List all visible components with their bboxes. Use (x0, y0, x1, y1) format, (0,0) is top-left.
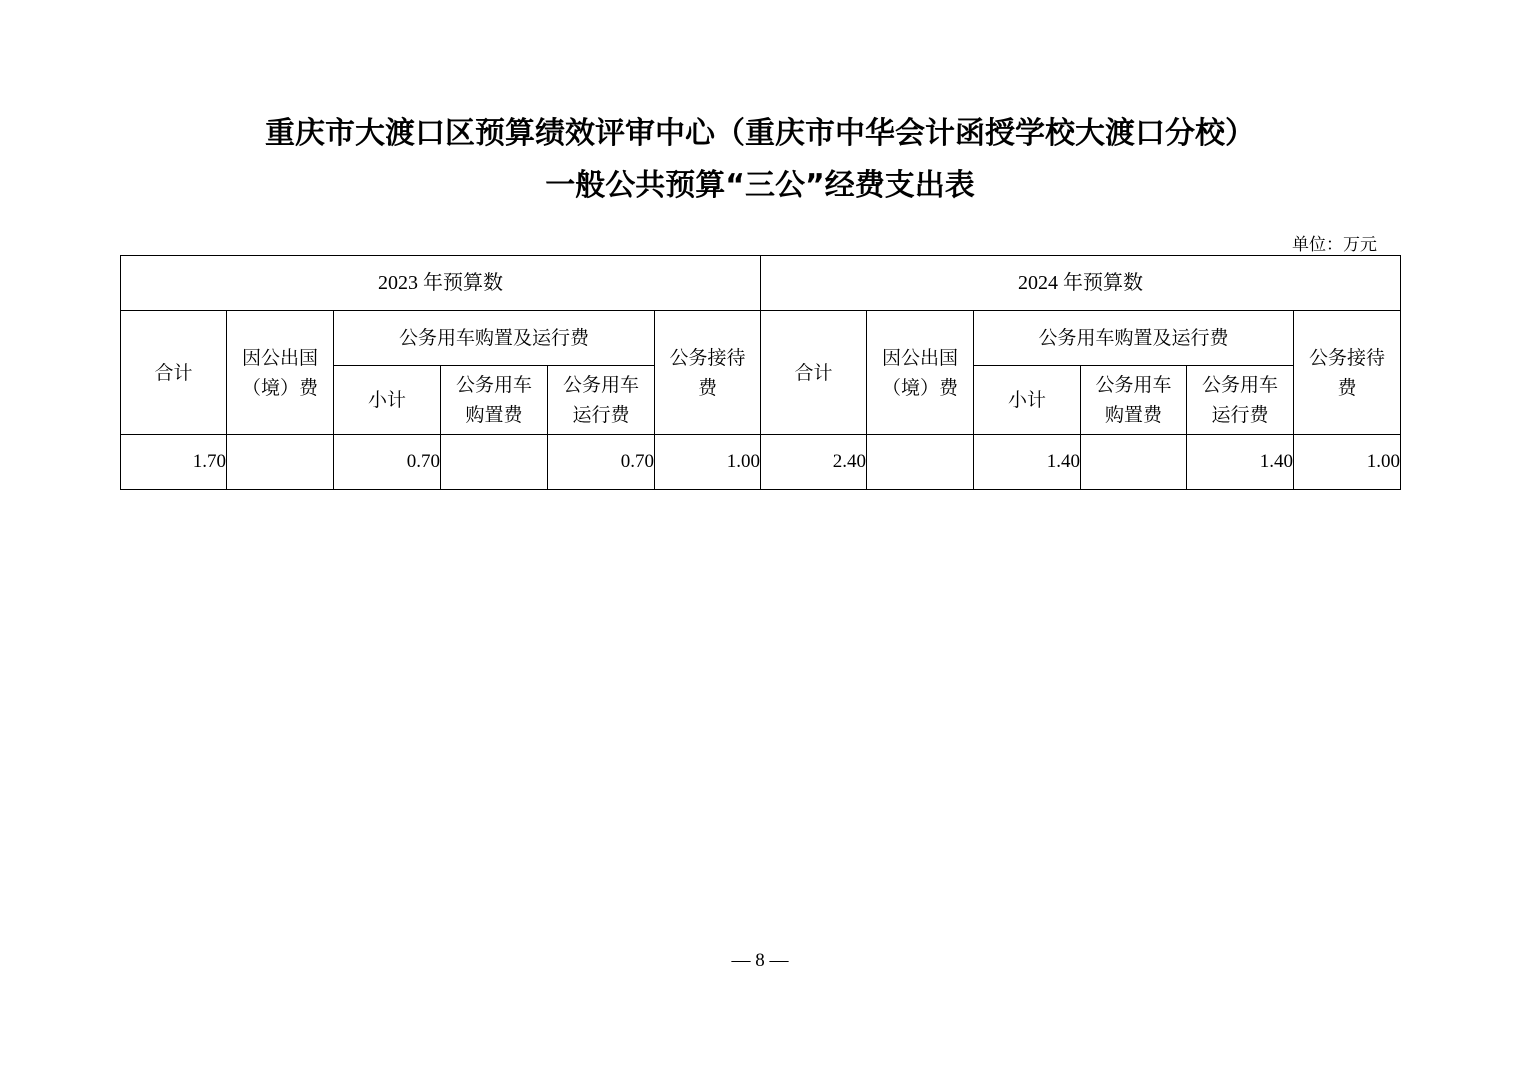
header-abroad-line1: 因公出国 (881, 346, 958, 369)
cell-vehicle-operation-2024: 1.40 (1187, 435, 1294, 490)
cell-total-2023: 1.70 (121, 435, 227, 490)
header-vehicle-operation-2024 (1187, 366, 1294, 435)
header-vehicle-operation-2023 (548, 366, 655, 435)
three-public-expenses-table (120, 255, 1401, 490)
year-2023-header: 2023 年预算数 (121, 256, 761, 311)
cell-reception-2024: 1.00 (1294, 435, 1401, 490)
header-abroad-2023 (227, 311, 334, 435)
header-vehicle-purchase-2023 (441, 366, 548, 435)
header-vehicle-purchase-2024 (1081, 366, 1187, 435)
cell-abroad-2023 (227, 435, 334, 490)
header-reception-2023 (655, 311, 761, 435)
cell-reception-2023: 1.00 (655, 435, 761, 490)
header-vehicle-purchase-line2: 购置费 (465, 404, 523, 426)
column-header-row (121, 311, 1401, 366)
header-vehicle-purchase-line2: 购置费 (1104, 404, 1162, 426)
header-vehicle-operation-line2: 运行费 (1211, 404, 1269, 426)
document-title: 重庆市大渡口区预算绩效评审中心（重庆市中华会计函授学校大渡口分校） (265, 116, 1255, 151)
page-number: — 8 — (731, 950, 789, 971)
header-vehicle-group-2023: 公务用车购置及运行费 (334, 311, 655, 366)
header-subtotal-2023: 小计 (334, 366, 441, 435)
header-abroad-line2: （境）费 (881, 376, 958, 399)
header-subtotal-2024: 小计 (974, 366, 1081, 435)
header-vehicle-operation-line1: 公务用车 (1201, 374, 1278, 396)
header-vehicle-purchase-line1: 公务用车 (455, 374, 532, 396)
header-reception-line1: 公务接待 (1308, 346, 1385, 369)
header-vehicle-group-2024: 公务用车购置及运行费 (974, 311, 1294, 366)
header-vehicle-operation-line2: 运行费 (572, 404, 630, 426)
header-vehicle-operation-line1: 公务用车 (562, 374, 639, 396)
cell-subtotal-2023: 0.70 (334, 435, 441, 490)
header-total-2023: 合计 (121, 311, 227, 435)
cell-vehicle-operation-2023: 0.70 (548, 435, 655, 490)
year-header-row (121, 256, 1401, 311)
header-vehicle-purchase-line1: 公务用车 (1095, 374, 1172, 396)
year-2024-header: 2024 年预算数 (761, 256, 1401, 311)
document-subtitle: 一般公共预算“三公”经费支出表 (545, 168, 975, 203)
unit-label: 单位：万元 (1292, 235, 1377, 255)
cell-vehicle-purchase-2024 (1081, 435, 1187, 490)
header-total-2024: 合计 (761, 311, 867, 435)
header-reception-2024 (1294, 311, 1401, 435)
header-reception-line2: 费 (1337, 376, 1357, 399)
header-abroad-2024 (867, 311, 974, 435)
cell-vehicle-purchase-2023 (441, 435, 548, 490)
cell-subtotal-2024: 1.40 (974, 435, 1081, 490)
header-reception-line1: 公务接待 (669, 346, 746, 369)
table-row (121, 435, 1401, 490)
cell-abroad-2024 (867, 435, 974, 490)
header-reception-line2: 费 (697, 376, 717, 399)
header-abroad-line2: （境）费 (241, 376, 318, 399)
header-abroad-line1: 因公出国 (241, 346, 318, 369)
cell-total-2024: 2.40 (761, 435, 867, 490)
